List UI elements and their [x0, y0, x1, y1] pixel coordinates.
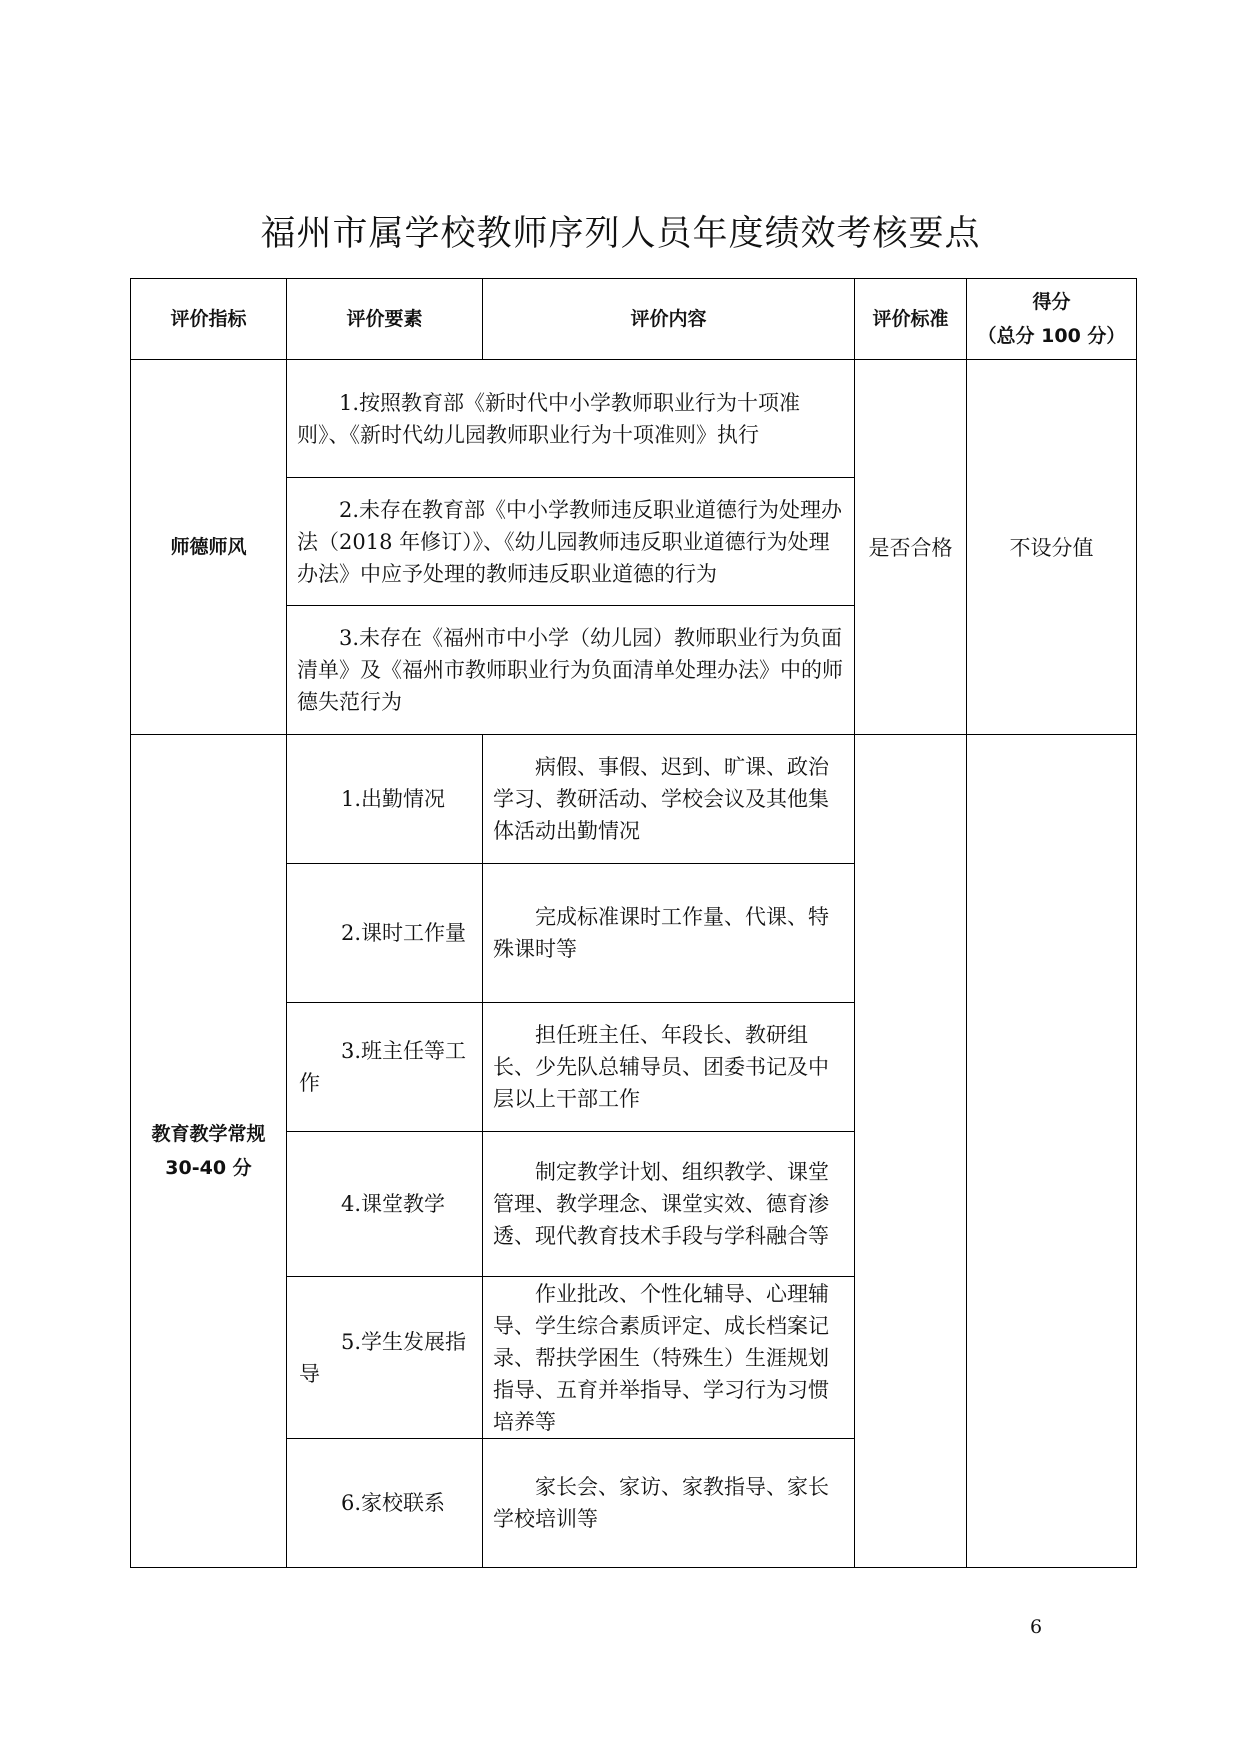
ethics-item-2: 2.未存在教育部《中小学教师违反职业道德行为处理办法（2018 年修订）》、《幼儿园教师违反职业道德行为处理办法》中应予处理的教师违反职业道德的行为 — [287, 478, 855, 606]
routine-element-guidance: 5.学生发展指导 — [287, 1277, 483, 1439]
ethics-item-3: 3.未存在《福州市中小学（幼儿园）教师职业行为负面清单》及《福州市教师职业行为负面清单处理办法》中的师德失范行为 — [287, 606, 855, 735]
routine-indicator-name: 教育教学常规 — [151, 1123, 266, 1145]
header-score-total: （总分 100 分） — [977, 325, 1126, 347]
routine-content-head-teacher: 担任班主任、年段长、教研组长、少先队总辅导员、团委书记及中层以上干部工作 — [483, 1003, 855, 1132]
ethics-item-1: 1.按照教育部《新时代中小学教师职业行为十项准则》、《新时代幼儿园教师职业行为十项准则》执行 — [287, 360, 855, 478]
routine-element-classroom: 4.课堂教学 — [287, 1132, 483, 1277]
routine-element-home-school: 6.家校联系 — [287, 1439, 483, 1568]
routine-content-workload: 完成标准课时工作量、代课、特殊课时等 — [483, 864, 855, 1003]
header-score — [967, 279, 1137, 360]
ethics-indicator: 师德师风 — [131, 360, 287, 735]
page-title: 福州市属学校教师序列人员年度绩效考核要点 — [260, 214, 981, 254]
header-content: 评价内容 — [483, 279, 855, 360]
routine-row-1 — [131, 735, 1137, 864]
header-indicator: 评价指标 — [131, 279, 287, 360]
routine-content-guidance: 作业批改、个性化辅导、心理辅导、学生综合素质评定、成长档案记录、帮扶学困生（特殊生）生涯规划指导、五育并举指导、学习行为习惯培养等 — [483, 1277, 855, 1439]
routine-indicator-points: 30-40 分 — [165, 1157, 252, 1179]
ethics-row-1 — [131, 360, 1137, 478]
routine-content-home-school: 家长会、家访、家教指导、家长学校培训等 — [483, 1439, 855, 1568]
routine-content-classroom: 制定教学计划、组织教学、课堂管理、教学理念、课堂实效、德育渗透、现代教育技术手段与学科融合等 — [483, 1132, 855, 1277]
header-score-label: 得分 — [1032, 291, 1071, 313]
routine-element-head-teacher: 3.班主任等工作 — [287, 1003, 483, 1132]
ethics-score: 不设分值 — [967, 360, 1137, 735]
ethics-standard: 是否合格 — [855, 360, 967, 735]
routine-score — [967, 735, 1137, 1568]
page-number: 6 — [1030, 1616, 1043, 1638]
routine-indicator — [131, 735, 287, 1568]
routine-element-workload: 2.课时工作量 — [287, 864, 483, 1003]
routine-standard — [855, 735, 967, 1568]
routine-element-attendance: 1.出勤情况 — [287, 735, 483, 864]
header-element: 评价要素 — [287, 279, 483, 360]
header-standard: 评价标准 — [855, 279, 967, 360]
routine-content-attendance: 病假、事假、迟到、旷课、政治学习、教研活动、学校会议及其他集体活动出勤情况 — [483, 735, 855, 864]
header-row — [131, 279, 1137, 360]
assessment-table — [130, 278, 1137, 1568]
